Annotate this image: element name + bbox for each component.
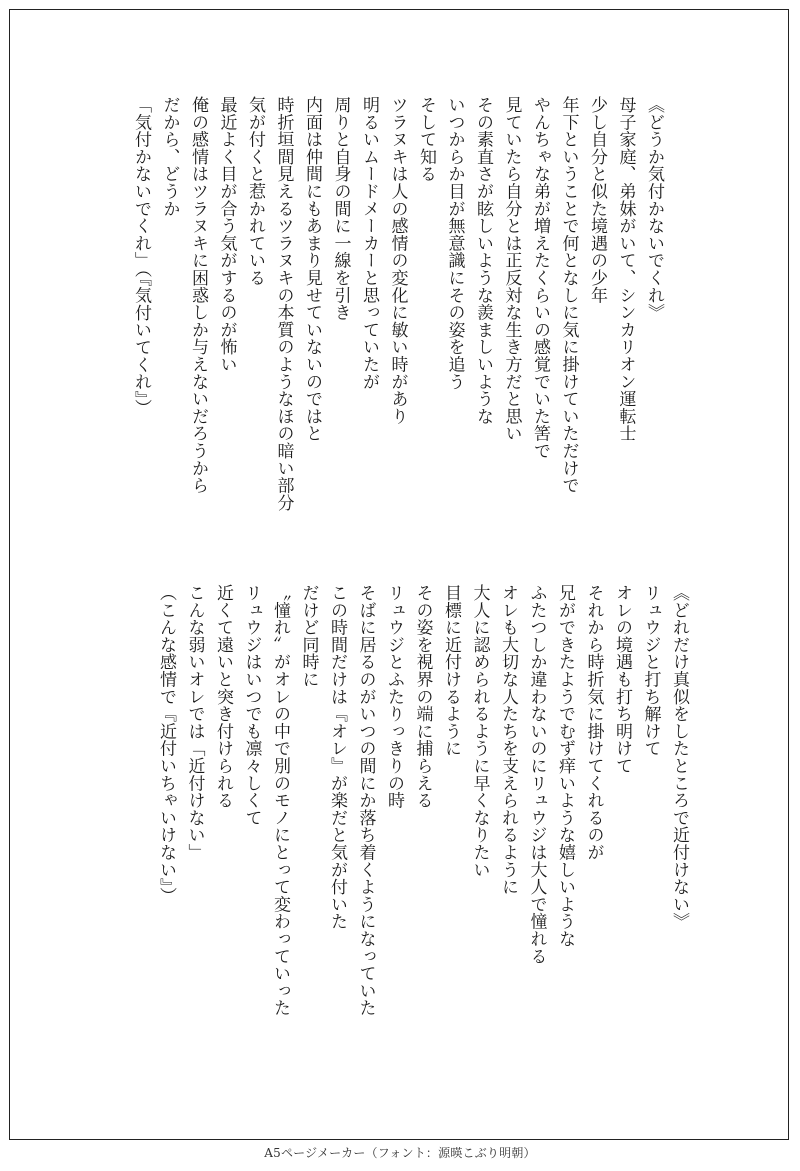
poem-1-line: 少し自分と似た境遇の少年 xyxy=(587,96,607,304)
poem-1-line: 最近よく目が合う気がするのが怖い xyxy=(216,96,237,373)
poem-1 xyxy=(127,96,669,566)
poem-2-title: 《どれだけ真似をしたところで近付けない》 xyxy=(669,584,689,930)
poem-2-line: オレの境遇も打ち明けて xyxy=(612,584,632,775)
poem-1-line: いつからか目が無意識にその姿を追う xyxy=(444,96,465,391)
poem-2-line: そばに居るのがいつの間にか落ち着くようになっていた xyxy=(355,584,376,1017)
poem-1-line: 内面は仲間にもあまり見せていないのではと xyxy=(302,96,322,442)
poem-1-line: 年下ということで何となしに気に掛けていただけで xyxy=(558,96,579,494)
poem-2-line: それから時折気に掛けてくれるのが xyxy=(583,584,604,861)
poem-1-line: 母子家庭、弟妹がいて、シンカリオン運転士 xyxy=(615,96,636,442)
poem-2-line: ふたつしか違わないのにリュウジは大人で憧れる xyxy=(526,584,547,965)
poem-2-line: 目標に近付けるように xyxy=(441,584,461,757)
poem-2-line: （こんな感情で『近付いちゃいけない』） xyxy=(156,584,176,905)
poem-1-line: 俺の感情はツラヌキに困惑しか与えないだろうから xyxy=(188,96,208,494)
poem-1-line: その素直さが眩しいような羨ましいような xyxy=(473,96,493,425)
poem-1-line: そして知る xyxy=(416,96,436,183)
poem-1-line: 明るいムードメーカーと思っていたが xyxy=(359,96,379,391)
poem-2-line: 大人に認められるように早くなりたい xyxy=(469,584,490,879)
poem-1-line: 「気付かないでくれ」（『気付いてくれ』） xyxy=(131,96,151,417)
poem-1-line: 見ていたら自分とは正反対な生き方だと思い xyxy=(501,96,522,442)
poem-1-line: 時折垣間見えるツラヌキの本質のようなほの暗い部分 xyxy=(273,96,294,512)
poem-2-line: リュウジと打ち解けて xyxy=(640,584,661,757)
poem-2-line: だけど同時に xyxy=(298,584,319,688)
poem-1-line: ツラヌキは人の感情の変化に敏い時があり xyxy=(387,96,408,425)
poem-2-line: 〝憧れ〟がオレの中で別のモノにとって変わっていった xyxy=(270,584,290,1017)
poem-2-line: その姿を視界の端に捕らえる xyxy=(412,584,433,809)
poem-2 xyxy=(152,584,694,1054)
poem-1-title: 《どうか気付かないでくれ》 xyxy=(644,96,664,321)
footer-credit: A5ページメーカー（フォント：源暎こぶり明朝） xyxy=(264,1146,536,1160)
poem-2-line: リュウジとふたりっきりの時 xyxy=(384,584,404,809)
poem-1-line: やんちゃな弟が増えたくらいの感覚でいた筈で xyxy=(530,96,550,460)
poem-2-line: リュウジはいつでも凛々しくて xyxy=(241,584,262,827)
poem-1-line: 周りと自身の間に一線を引き xyxy=(330,96,351,321)
poem-2-line: こんな弱いオレでは「近付けない」 xyxy=(184,584,205,861)
poem-2-line: 兄ができたようでむず痒いような嬉しいような xyxy=(555,584,575,948)
poem-1-line: だから、どうか xyxy=(159,96,180,218)
poem-2-line: この時間だけは『オレ』が楽だと気が付いた xyxy=(327,584,347,930)
poem-1-line: 気が付くと惹かれている xyxy=(245,96,265,287)
poem-2-line: オレも大切な人たちを支えられるように xyxy=(498,584,518,896)
poem-2-line: 近くて遠いと突き付けられる xyxy=(213,584,233,809)
